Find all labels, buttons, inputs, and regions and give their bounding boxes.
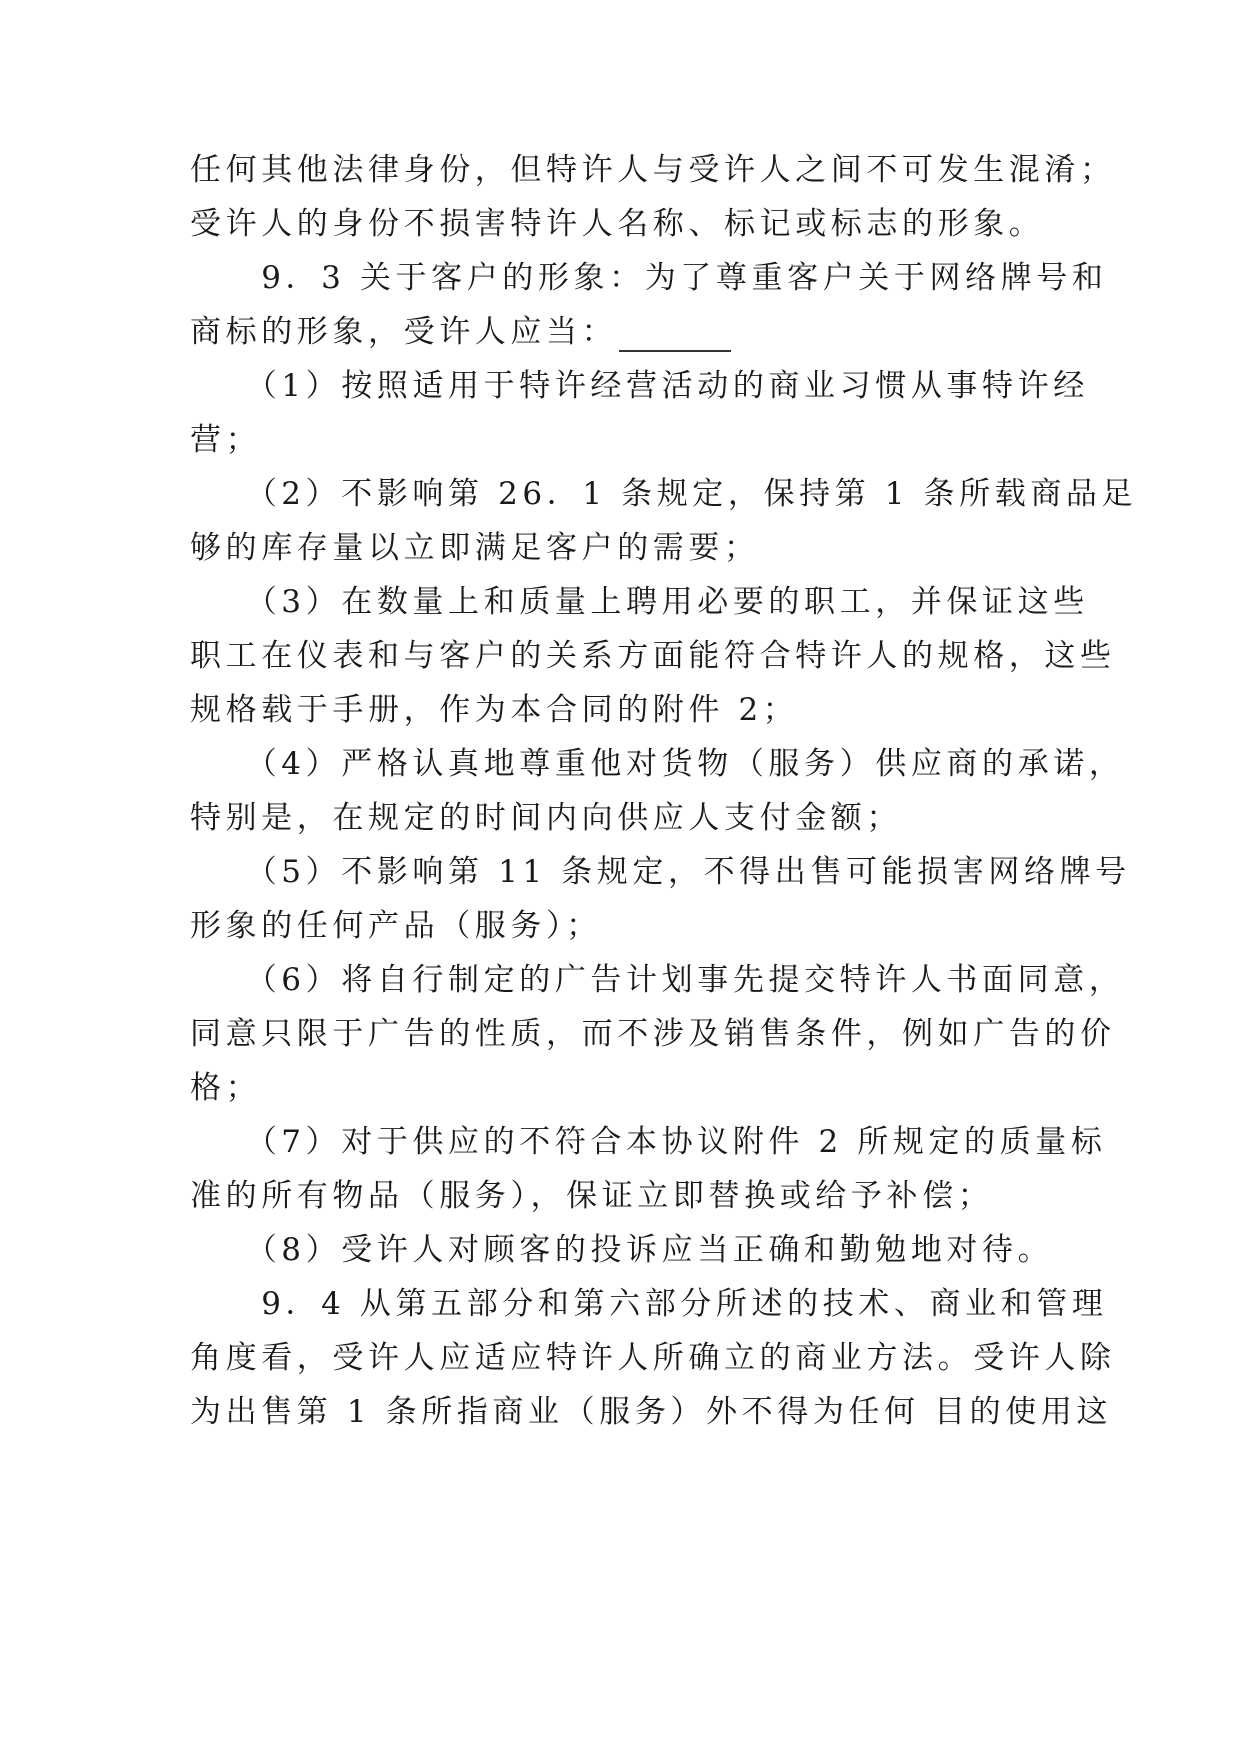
text-line: 营； [190,422,262,458]
text-line: （8）受许人对顾客的投诉应当正确和勤勉地对待。 [190,1232,1054,1268]
text-line: （5）不影响第 11 条规定，不得出售可能损害网络牌号 [190,854,1131,890]
text-line: （6）将自行制定的广告计划事先提交特许人书面同意， [190,962,1125,998]
text-line: 职工在仪表和与客户的关系方面能符合特许人的规格，这些 [190,638,1116,674]
text-line: 规格载于手册，作为本合同的附件 2； [190,692,799,728]
text-line: 角度看，受许人应适应特许人所确立的商业方法。受许人除 [190,1340,1116,1376]
text-line: 为出售第 1 条所指商业（服务）外不得为任何 目的使用这 [190,1394,1113,1430]
fill-in-blank [619,350,731,352]
text-line: 受许人的身份不损害特许人名称、标记或标志的形象。 [190,206,1045,242]
text-line: 同意只限于广告的性质，而不涉及销售条件，例如广告的价 [190,1016,1116,1052]
text-line: （7）对于供应的不符合本协议附件 2 所规定的质量标 [190,1124,1107,1160]
text-line: 准的所有物品（服务），保证立即替换或给予补偿； [190,1178,994,1214]
text-line-content: 商标的形象，受许人应当： [190,314,618,350]
text-line: （2）不影响第 26．1 条规定，保持第 1 条所载商品足 [190,476,1138,512]
text-line: 形象的任何产品（服务）； [190,908,602,944]
text-line: 够的库存量以立即满足客户的需要； [190,530,760,566]
text-line: 格； [190,1070,262,1106]
text-line [190,312,1060,352]
text-line: （4）严格认真地尊重他对货物（服务）供应商的承诺， [190,746,1125,782]
text-line: （1）按照适用于特许经营活动的商业习惯从事特许经 [190,368,1089,404]
text-line: 特别是，在规定的时间内向供应人支付金额； [190,800,902,836]
text-line: 9．4 从第五部分和第六部分所述的技术、商业和管理 [190,1286,1108,1322]
text-line: 任何其他法律身份，但特许人与受许人之间不可发生混淆； [190,152,1116,188]
text-line: 9．3 关于客户的形象：为了尊重客户关于网络牌号和 [190,260,1108,296]
text-line: （3）在数量上和质量上聘用必要的职工，并保证这些 [190,584,1089,620]
